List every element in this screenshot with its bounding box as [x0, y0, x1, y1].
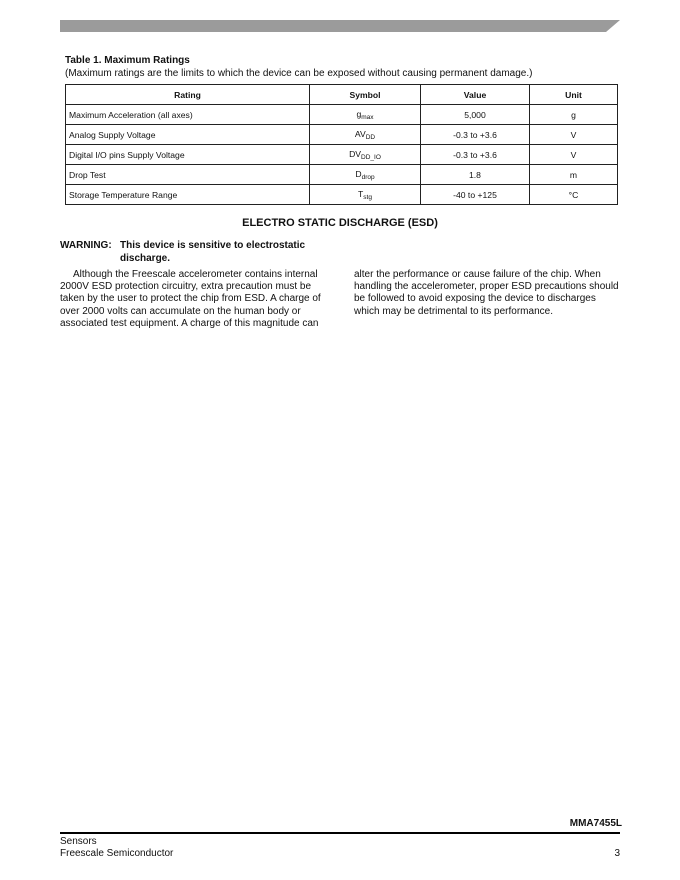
symbol-base: AV — [354, 128, 366, 139]
page-number: 3 — [614, 848, 620, 859]
symbol-subscript: stg — [363, 193, 372, 201]
header-rating: Rating — [66, 85, 310, 105]
rating-cell: Maximum Acceleration (all axes) — [66, 105, 310, 125]
header-symbol: Symbol — [310, 85, 421, 105]
symbol-subscript: DD — [365, 133, 376, 141]
value-cell: -0.3 to +3.6 — [421, 145, 530, 165]
header-value: Value — [421, 85, 530, 105]
symbol-subscript: DD_IO — [361, 153, 381, 161]
rating-cell: Drop Test — [66, 165, 310, 185]
footer-rule — [60, 832, 620, 834]
warning-label: WARNING: — [60, 240, 112, 251]
table-note: (Maximum ratings are the limits to which the device can be exposed without causing permanent damage.) — [65, 68, 533, 79]
value-cell: 1.8 — [421, 165, 530, 185]
symbol-cell — [310, 185, 421, 205]
table-caption: Table 1. Maximum Ratings — [65, 55, 190, 66]
value-cell: 5,000 — [421, 105, 530, 125]
table-row — [66, 105, 618, 125]
unit-cell: V — [530, 145, 618, 165]
esd-paragraph-right: alter the performance or cause failure of the chip. When handling the accelerometer, proper ESD precautions should be followed to avoid exposing the device to discharges which may be detrimental to its performance. — [354, 269, 619, 317]
table-row — [66, 185, 618, 205]
maximum-ratings-table — [65, 84, 618, 205]
product-id: MMA7455L — [569, 818, 622, 829]
header-unit: Unit — [530, 85, 618, 105]
rating-cell: Analog Supply Voltage — [66, 125, 310, 145]
rating-cell: Digital I/O pins Supply Voltage — [66, 145, 310, 165]
symbol-cell — [310, 125, 421, 145]
symbol-cell — [310, 145, 421, 165]
table-row — [66, 125, 618, 145]
symbol-base: g — [356, 108, 362, 119]
symbol-subscript: max — [361, 113, 374, 121]
rating-cell: Storage Temperature Range — [66, 185, 310, 205]
table-row — [66, 165, 618, 185]
symbol-cell — [310, 165, 421, 185]
value-cell: -0.3 to +3.6 — [421, 125, 530, 145]
unit-cell: °C — [530, 185, 618, 205]
table-row — [66, 145, 618, 165]
symbol-subscript: drop — [361, 173, 375, 181]
esd-section-heading: ELECTRO STATIC DISCHARGE (ESD) — [242, 217, 438, 229]
footer-category: Sensors — [60, 836, 97, 847]
esd-warning — [60, 240, 350, 265]
unit-cell: m — [530, 165, 618, 185]
unit-cell: g — [530, 105, 618, 125]
symbol-base: DV — [349, 148, 362, 159]
symbol-base: D — [355, 168, 362, 179]
value-cell: -40 to +125 — [421, 185, 530, 205]
footer-company: Freescale Semiconductor — [60, 848, 174, 859]
symbol-base: T — [358, 188, 364, 199]
warning-text: This device is sensitive to electrostatic discharge. — [120, 240, 306, 264]
header-bar — [60, 20, 620, 32]
unit-cell: V — [530, 125, 618, 145]
esd-paragraph-left: Although the Freescale accelerometer contains internal 2000V ESD protection circuitry, extra precaution must be taken by the user to protect the chip from ESD. A charge of over 2000 volts can accumulate on the human body or associated test equipment. A charge of this magnitude can — [60, 269, 321, 329]
table-header-row — [66, 85, 618, 105]
symbol-cell — [310, 105, 421, 125]
